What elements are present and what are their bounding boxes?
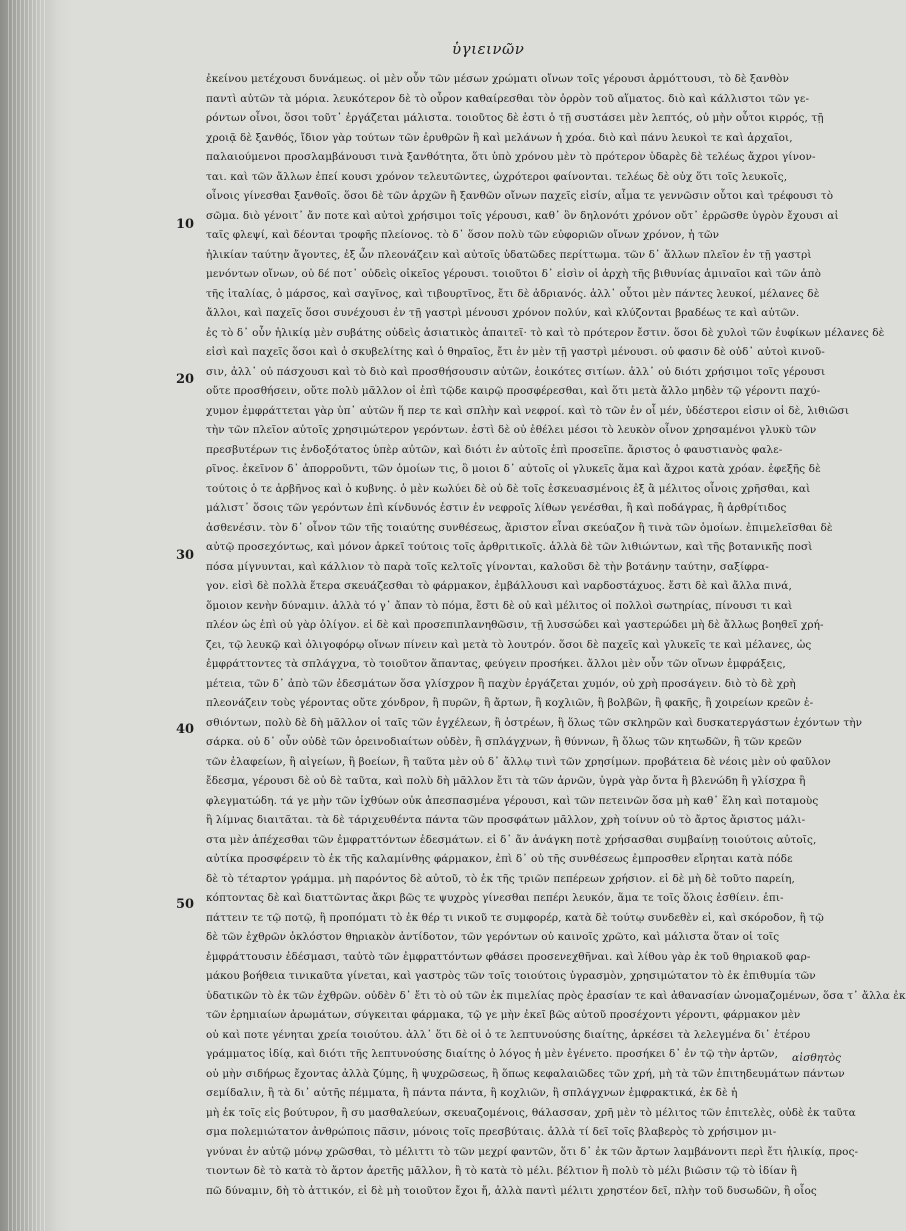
text-line: σιν, ἀλλ᾽ οὐ πάσχουσι καὶ τὸ διὸ καὶ προσθήσουσιν αὐτῶν, ἐοικότες σιτίων. ἀλλ᾽ οὐ διότι χρήσιμοι τοῖς γέρουσι <box>206 365 826 378</box>
line-number-20: 20 <box>176 372 195 387</box>
text-line: ἐμφράττοντες τὰ σπλάγχνα, τὸ τοιοῦτον ἅπαντας, φεύγειν προσήκει. ἄλλοι μὲν οὖν τῶν οἴνων ἐμφράξεις, <box>206 658 786 670</box>
text-line: σθιόντων, πολὺ δὲ δὴ μᾶλλον οἱ ταῖς τῶν ἐγχέλεων, ἢ ὀστρέων, ἢ ὅλως τῶν σκληρῶν καὶ δυσκατεργάστων ἐχόντων τὴν <box>206 716 863 729</box>
text-line: τιοντων δὲ τὸ κατὰ τὸ ἄρτον ἀρετῆς μᾶλλον, ἢ τὸ κατὰ τὸ μέλι. βέλτιον ἢ πολὺ τὸ μέλι βιῶσιν τῷ τὸ ἰδίαν ἢ <box>206 1165 798 1177</box>
text-line: παλαιούμενοι προσλαμβάνουσι τινὰ ξανθότητα, ὅτι ὑπὸ χρόνου μὲν τὸ πρότερον ὑδαρὲς δὲ τελέως ἄχροι γίνον- <box>206 151 816 163</box>
catchword: αἰσθητὸς <box>792 1052 841 1064</box>
text-line: τῶν ἐλαφείων, ἢ αἰγείων, ἢ βοείων, ἢ ταῦτα μὲν οὐ δ᾽ ἄλλῳ τινὶ τῶν χρησίμων. προβάτεια δὲ νέοις μὲν οὐ φαῦλον <box>206 755 831 768</box>
text-line: ἐμφράττουσιν ἐδέσμασι, ταὐτὸ τῶν ἐμφραττόντων φθάσει προσενεχθῆναι. καὶ λίθου γὰρ ἐκ τοῦ θηριακοῦ φαρ- <box>206 950 811 963</box>
text-line: σεμίδαλιν, ἢ τὰ δι᾽ αὐτῆς πέμματα, ἢ πάντα πάντα, ἢ κοχλιῶν, ἢ σπλάγχνων ἐμφρακτικά, ἐκ δὲ ἡ <box>206 1087 738 1099</box>
text-line: πῶ δύναμιν, δὴ τὸ ἀττικόν, εἰ δὲ μὴ τοιοῦτον ἔχοι ἤ, ἀλλὰ παντὶ μέλιτι χρηστέον δεῖ, πλὴν τοῦ δυσωδῶν, ἢ οἷος <box>206 1184 817 1197</box>
text-line: οὐ μὴν σιδήρως ἔχοντας ἀλλὰ ζύμης, ἢ ψυχρῶσεως, ἢ ὅπως κεφαλαιῶδες τῶν χρή, μὴ τὰ τῶν ἐπιτηδευμάτων πάντων <box>206 1067 845 1080</box>
text-line: μὴ ἐκ τοῖς εἰς βούτυρον, ἢ συ μασθαλεύων, σκευαζομένοις, θάλασσαν, χρῆ μὲν τὸ μέλιτος τῶν ἐπιτελὲς, οὐδὲ ἐκ ταῦτα <box>206 1106 856 1119</box>
page-edge-lines <box>8 0 48 1231</box>
text-line: πόσα μίγνυνται, καὶ κάλλιον τὸ παρὰ τοῖς κελτοῖς γίνονται, καλοῦσι δὲ τὴν βοτάνην ταύτην, σαξίφρα- <box>206 560 769 573</box>
text-line: χροιᾷ δὲ ξανθός, ἴδιον γὰρ τούτων τῶν ἐρυθρῶν ἢ καὶ μελάνων ἡ χρόα. διὸ καὶ πάνυ λευκοὶ τε καὶ ἀρχαῖοι, <box>206 131 793 144</box>
text-line: εἰσὶ καὶ παχεῖς ὅσοι καὶ ὁ σκυβελίτης καὶ ὁ θηραῖος, ἔτι ἐν μὲν τῇ γαστρὶ μένουσι. οὐ φασιν δὲ οὐδ᾽ αὐτοὶ κινοῦ- <box>206 346 825 358</box>
book-page <box>72 0 906 1231</box>
line-number-10: 10 <box>176 217 195 232</box>
line-number-40: 40 <box>176 722 195 737</box>
text-line: ται. καὶ τῶν ἄλλων ἐπεί κουσι χρόνον τελευτῶντες, ὠχρότεροι φαίνονται. τελέως δὲ οὐχ ὅτι τοῖς λευκοῖς, <box>206 170 788 183</box>
text-line: γον. εἰσὶ δὲ πολλὰ ἕτερα σκευάζεσθαι τὸ φάρμακον, ἐμβάλλουσι καὶ ναρδοστάχυος. ἔστι δὲ καὶ ἄλλα πινά, <box>206 580 792 592</box>
book-fore-edge <box>0 0 72 1231</box>
text-line: κόπτοντας δὲ καὶ διαττῶντας ἄκρι βῶς τε ψυχρὸς γίνεσθαι πεπέρι λευκόν, ἅμα τε τοῖς ὅλοις ἐσθίειν. ἐπι- <box>206 892 784 904</box>
text-line: οὔτε προσθήσειν, οὔτε πολὺ μᾶλλον οἱ ἐπὶ τῷδε καιρῷ προσφέρεσθαι, καὶ ὅτι μετὰ ἄλλο μηδὲν τῷ γέροντι παχύ- <box>206 385 821 397</box>
text-line: οὐ καὶ ποτε γένηται χρεία τοιούτου. ἀλλ᾽ ὅτι δὲ οἱ ὁ τε λεπτυνούσης διαίτης, ἀρκέσει τὰ λελεγμένα δι᾽ ἑτέρου <box>206 1028 811 1041</box>
text-line: ρῖνος. ἐκεῖνον δ᾽ ἀπορροῦντι, τῶν ὁμοίων τις, ὃ μοιοι δ᾽ αὐτοῖς οἱ γλυκεῖς ἅμα καὶ ἄχροι κατὰ χρόαν. ἐφεξῆς δὲ <box>206 463 821 475</box>
line-number-30: 30 <box>176 548 195 563</box>
text-line: δὲ τῶν ἐχθρῶν ὀκλόστον θηριακὸν ἀντίδοτον, τῶν γερόντων οὐ καινοῖς χρῶτο, καὶ μάλιστα ὅταν οἱ τοῖς <box>206 931 780 943</box>
line-number-50: 50 <box>176 897 195 912</box>
text-line: τῆς ἰταλίας, ὁ μάρσος, καὶ σαγῖνος, καὶ τιβουρτῖνος, ἔτι δὲ ἀδριανός. ἀλλ᾽ οὗτοι μὲν πάντες λευκοί, μέλανες δὲ <box>206 287 820 300</box>
text-line: ἐς τὸ δ᾽ οὖν ἡλικίᾳ μὲν συβάτης οὐδεὶς ἀσιατικὸς ἀπαιτεῖ· τὸ καὶ τὸ πρότερον ἔστιν. ὅσοι δὲ χυλοὶ τῶν ἐυφίκων μέλανες δὲ <box>206 326 885 339</box>
text-line: πρεσβυτέρων τις ἐνδοξότατος ὑπὲρ αὐτῶν, καὶ διότι ἐν αὐτοῖς ἐπὶ προσεῖπε. ἄριστος ὁ φαυστιανὸς φαλε- <box>206 443 783 456</box>
running-head: ὑγιεινῶν <box>452 40 525 58</box>
text-line: αὐτίκα προσφέρειν τὸ ἐκ τῆς καλαμίνθης φάρμακον, ἐπὶ δ᾽ οὐ τῆς συνθέσεως ἐμπροσθεν εἴρηται κατὰ πόδε <box>206 853 793 865</box>
text-line: μέτεια, τῶν δ᾽ ἀπὸ τῶν ἐδεσμάτων ὅσα γλίσχρον ἢ παχὺν ἐργάζεται χυμόν, οὐ χρὴ προσάγειν. διὸ τὸ δὲ χρὴ <box>206 677 796 690</box>
text-line: χυμον ἐμφράττεται γὰρ ὑπ᾽ αὐτῶν ἥ περ τε καὶ σπλὴν καὶ νεφροί. καὶ τὸ τῶν ἐν οἷ μέν, ὑδέστεροι εἰσιν οἱ δὲ, λιθιῶσι <box>206 404 850 417</box>
text-line: ζει, τῷ λευκῷ καὶ ὀλιγοφόρῳ οἴνων πίνειν καὶ μετὰ τὸ λουτρόν. ὅσοι δὲ παχεῖς καὶ γλυκεῖς τε καὶ μέλανες, ὡς <box>206 638 812 651</box>
text-line: ἐκείνου μετέχουσι δυνάμεως. οἱ μὲν οὖν τῶν μέσων χρώματι οἴνων τοῖς γέρουσι ἀρμόττουσι, τὸ δὲ ξανθὸν <box>206 73 789 85</box>
text-line: ταῖς φλεψί, καὶ δέονται τροφῆς πλείονος. τὸ δ᾽ ὅσον πολὺ τῶν εὐφοριῶν οἴνων χρόνον, ἡ τῶν <box>206 229 720 241</box>
text-line: ἀσθενέσιν. τὸν δ᾽ οἶνον τῶν τῆς τοιαύτης συνθέσεως, ἄριστον εἶναι σκεύαζον ἢ τινὰ τῶν ὁμοίων. ἐπιμελεῖσθαι δὲ <box>206 521 833 534</box>
text-line: ἢ λίμνας διαιτᾶται. τὰ δὲ τάριχευθέντα πάντα τῶν προσφάτων μᾶλλον, χρὴ τοίνυν οὐ τὸ ἄρτος ἄριστος μάλι- <box>206 814 806 826</box>
text-line: πλέον ὡς ἐπὶ οὐ γὰρ ὀλίγον. εἰ δὲ καὶ προσεπιπλανηθῶσιν, τῇ λυσσώδει καὶ γαστερώδει μὴ δὲ ἄλλως βοηθεῖ χρή- <box>206 619 824 631</box>
text-line: ὑδατικῶν τὸ ἐκ τῶν ἐχθρῶν. οὐδὲν δ᾽ ἔτι τὸ οὐ τῶν ἐκ πιμελίας πρὸς ἐρασίαν τε καὶ ἀθανασίαν ὠνομαζομένων, ὅσα τ᾽ ἄλλα ἐκ <box>206 989 906 1002</box>
text-line: μενόντων οἴνων, οὐ δέ ποτ᾽ οὐδεὶς οἰκεῖος γέρουσι. τοιοῦτοι δ᾽ εἰσὶν οἱ ἀρχὴ τῆς βιθυνίας ἀμιναῖοι καὶ τῶν ἀπὸ <box>206 268 822 280</box>
text-line: στα μὲν ἀπέχεσθαι τῶν ἐμφραττόντων ἐδεσμάτων. εἰ δ᾽ ἄν ἀνάγκη ποτὲ χρήσασθαι συμβαίνῃ τοιούτοις αὐτοῖς, <box>206 833 817 846</box>
text-line: τὴν τῶν πλεῖον αὐτοῖς χρησιμώτερον γερόντων. ἐστὶ δὲ οὐ ἐθέλει μέσοι τὸ λευκὸν οἶνον χρησαμένοι γλυκὺ τῶν <box>206 424 817 436</box>
text-line: γνύναι ἐν αὐτῷ μόνῳ χρῶσθαι, τὸ μέλιττι τὸ τῶν μεχρί φαντῶν, ὅτι δ᾽ ἐκ τῶν ἄρτων λαμβάνοντι περὶ ἔτι ἡλικίᾳ, προς- <box>206 1145 859 1158</box>
text-line: ἔδεσμα, γέρουσι δὲ οὐ δὲ ταῦτα, καὶ πολὺ δὴ μᾶλλον ἔτι τὰ τῶν ἀρνῶν, ὑγρὰ γὰρ ὄντα ἢ βλενώδη ἢ γλίσχρα ἢ <box>206 775 806 787</box>
text-line: γράμματος ἰδίᾳ, καὶ διότι τῆς λεπτυνούσης διαίτης ὁ λόγος ἡ μὲν ἐγένετο. προσήκει δ᾽ ἐν τῷ τὴν ἀρτῶν, <box>206 1048 779 1060</box>
text-line: τῶν ἐρημιαίων ἀρωμάτων, σύγκειται φάρμακα, τῷ γε μὴν ἐκεῖ βῶς αὐτοῦ προσέχοντι γέροντι, φάρμακον μὲν <box>206 1009 801 1021</box>
text-line: οἶνοις γίνεσθαι ξανθοῖς. ὅσοι δὲ τῶν ἀρχῶν ἢ ξανθῶν οἴνων παχεῖς εἰσίν, αἷμα τε γεννῶσιν οὗτοι καὶ τρέφουσι τὸ <box>206 190 834 202</box>
text-line: σμα πολεμιώτατον ἀνθρώποις πᾶσιν, μόνοις τοῖς πρεσβύταις. ἀλλὰ τί δεῖ τοῖς βλαβερὸς τὸ χρήσιμον μι- <box>206 1126 777 1138</box>
text-line: φλεγματώδη. τά γε μὴν τῶν ἰχθύων οὐκ ἀπεσπασμένα γέρουσι, καὶ τῶν πετεινῶν ὅσα μὴ καθ᾽ ἕλη καὶ ποταμοὺς <box>206 794 819 807</box>
text-line: παντὶ αὐτῶν τὰ μόρια. λευκότερον δὲ τὸ οὖρον καθαίρεσθαι τὸν ὀρρὸν τοῦ αἵματος. διὸ καὶ κάλλιστοι τῶν γε- <box>206 92 810 105</box>
text-line: δὲ τὸ τέταρτον γράμμα. μὴ παρόντος δὲ αὐτοῦ, τὸ ἐκ τῆς τριῶν πεπέρεων χρήσιον. εἰ δὲ μὴ δὲ τοῦτο παρείη, <box>206 872 795 885</box>
text-line: ἡλικίαν ταύτην ἄγοντες, ἐξ ὧν πλεονάζειν καὶ αὐτοῖς ὑδατῶδες περίττωμα. τῶν δ᾽ ἄλλων πλεῖον ἐν τῇ γαστρὶ <box>206 248 812 261</box>
text-line: πλεονάζειν τοὺς γέροντας οὔτε χόνδρον, ἢ πυρῶν, ἢ ἄρτων, ἢ κοχλιῶν, ἢ βολβῶν, ἢ φακῆς, ἢ χοιρείων κρεῶν ἐ- <box>206 697 814 709</box>
text-line: πάττειν τε τῷ ποτῷ, ἢ προπόματι τὸ ἐκ θέρ τι νικοῦ τε συμφορέρ, κατὰ δὲ τούτῳ συνδεθὲν εἰ, καὶ σκόροδον, ἢ τῷ <box>206 911 824 924</box>
text-line: μάκου βοήθεια τινικαῦτα γίνεται, καὶ γαστρὸς τῶν τοῖς τοιούτοις ὑγρασμὸν, χρησιμώτατον τὸ ἐκ ἐπιθυμία τῶν <box>206 970 816 982</box>
text-line: ὅμοιον κενὴν δύναμιν. ἀλλὰ τό γ᾽ ἄπαν τὸ πόμα, ἔστι δὲ οὐ καὶ μέλιτος οἱ πολλοὶ σωτηρίας, πίνουσι τι καὶ <box>206 599 793 612</box>
text-line: σῶμα. διὸ γένοιτ᾽ ἄν ποτε καὶ αὐτοὶ χρήσιμοι τοῖς γέρουσι, καθ᾽ ὃν δηλονότι χρόνον οὔτ᾽ ἐρρῶσθε ὑγρὸν ἔχουσι αἱ <box>206 209 839 222</box>
text-line: αὐτῷ προσεχόντως, καὶ μόνον ἀρκεῖ τούτοις τοῖς ἀρθριτικοῖς. ἀλλὰ δὲ τῶν λιθιώντων, καὶ τῆς βοτανικῆς ποσὶ <box>206 541 813 553</box>
text-line: ρόντων οἶνοι, ὅσοι τοῦτ᾽ ἐργάζεται μάλιστα. τοιοῦτος δὲ ἐστι ὁ τῇ συστάσει μὲν λεπτός, οὐ μὴν οὗτοι κιρρός, τῇ <box>206 112 824 124</box>
text-line: ἄλλοι, καὶ παχεῖς ὅσοι συνέχουσι ἐν τῇ γαστρὶ μένουσι χρόνον πολύν, καὶ κλύζονται βραδέως τε καὶ αὐτῶν. <box>206 307 800 319</box>
text-line: τούτοις ὁ τε ἀρβῆνος καὶ ὁ κυβνης. ὁ μὲν κωλύει δὲ οὐ δὲ τοῖς ἐσκευασμένοις ἐξ ἃ μέλιτος οἶνοις χρῆσθαι, καὶ <box>206 482 811 495</box>
text-line: μάλιστ᾽ ὅσοις τῶν γερόντων ἐπὶ κίνδυνός ἐστιν ἐν νεφροῖς λίθων γενέσθαι, ἢ καὶ ποδάγρας, ἢ ἀρθρίτιδος <box>206 502 787 514</box>
text-line: σάρκα. οὐ δ᾽ οὖν οὐδὲ τῶν ὀρεινοδιαίτων οὐδὲν, ἢ σπλάγχνων, ἢ θύννων, ἢ ὅλως τῶν κητωδῶν, ἢ τῶν κρεῶν <box>206 736 802 748</box>
